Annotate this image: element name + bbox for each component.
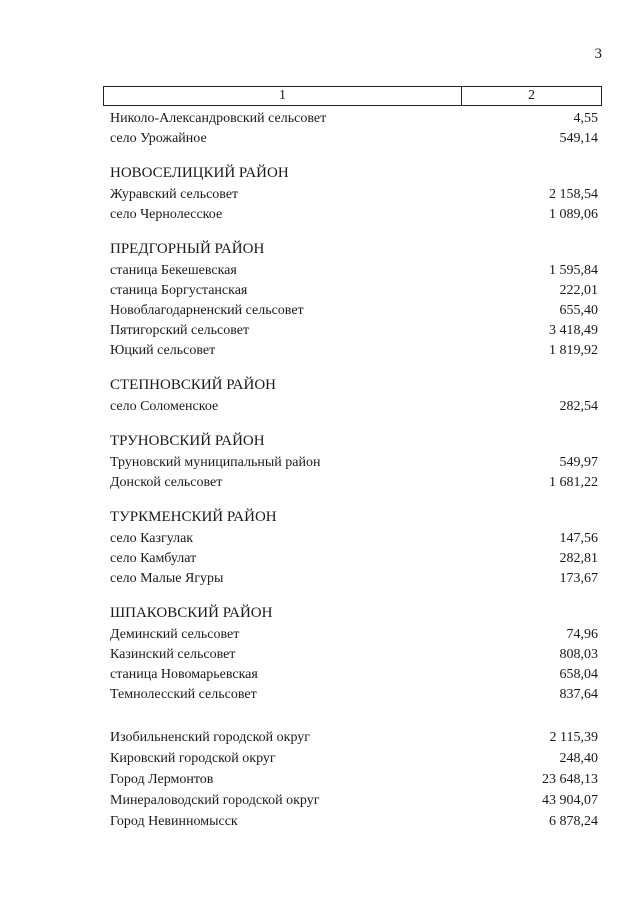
spacer xyxy=(110,705,598,727)
row-value: 2 115,39 xyxy=(549,730,598,745)
row-value: 655,40 xyxy=(559,303,598,318)
row-value: 248,40 xyxy=(559,751,598,766)
row-name: Юцкий сельсовет xyxy=(110,343,216,358)
row-name: село Казгулак xyxy=(110,531,194,546)
table-header xyxy=(103,86,602,106)
row-name: Журавский сельсовет xyxy=(110,187,239,202)
row-name: Донской сельсовет xyxy=(110,475,223,490)
table-body xyxy=(110,109,598,832)
row-value: 3 418,49 xyxy=(549,323,598,338)
row-name: село Малые Ягуры xyxy=(110,571,224,586)
row-value: 2 158,54 xyxy=(549,187,598,202)
table-row xyxy=(110,341,598,361)
row-name: Деминский сельсовет xyxy=(110,627,240,642)
table-row xyxy=(110,397,598,417)
row-name: Темнолесский сельсовет xyxy=(110,687,257,702)
row-value: 147,56 xyxy=(559,531,598,546)
table-row xyxy=(110,109,598,129)
row-name: село Соломенское xyxy=(110,399,219,414)
table-row xyxy=(110,625,598,645)
row-name: Изобильненский городской округ xyxy=(110,730,311,745)
row-name: село Урожайное xyxy=(110,131,207,146)
table-row xyxy=(110,549,598,569)
row-value: 549,97 xyxy=(559,455,598,470)
table-row xyxy=(110,727,598,748)
row-name: Новоблагодарненский сельсовет xyxy=(110,303,304,318)
table-row xyxy=(110,301,598,321)
row-value: 837,64 xyxy=(559,687,598,702)
row-name: село Чернолесское xyxy=(110,207,223,222)
section-title: НОВОСЕЛИЦКИЙ РАЙОН xyxy=(110,165,289,181)
section-title: ПРЕДГОРНЫЙ РАЙОН xyxy=(110,241,265,257)
table-row xyxy=(110,529,598,549)
section-title: ШПАКОВСКИЙ РАЙОН xyxy=(110,605,273,621)
table-row xyxy=(110,321,598,341)
row-value: 23 648,13 xyxy=(542,772,598,787)
row-name: Казинский сельсовет xyxy=(110,647,236,662)
table-row xyxy=(110,645,598,665)
row-value: 74,96 xyxy=(566,627,598,642)
row-value: 549,14 xyxy=(559,131,598,146)
table-row xyxy=(110,811,598,832)
row-value: 808,03 xyxy=(559,647,598,662)
table-row xyxy=(110,185,598,205)
table-row xyxy=(110,261,598,281)
row-value: 1 089,06 xyxy=(549,207,598,222)
page-number: 3 xyxy=(594,46,602,62)
table-row xyxy=(110,453,598,473)
row-value: 658,04 xyxy=(559,667,598,682)
row-name: село Камбулат xyxy=(110,551,197,566)
table-row xyxy=(110,665,598,685)
row-name: Пятигорский сельсовет xyxy=(110,323,250,338)
row-value: 1 681,22 xyxy=(549,475,598,490)
table-row xyxy=(110,205,598,225)
row-value: 1 819,92 xyxy=(549,343,598,358)
row-name: станица Боргустанская xyxy=(110,283,248,298)
table-row xyxy=(110,748,598,769)
row-value: 222,01 xyxy=(559,283,598,298)
row-name: станица Новомарьевская xyxy=(110,667,258,682)
row-name: Кировский городской округ xyxy=(110,751,276,766)
column-header-2: 2 xyxy=(528,88,535,103)
column-header-1: 1 xyxy=(104,87,462,105)
table-row xyxy=(110,790,598,811)
row-value: 6 878,24 xyxy=(549,814,598,829)
row-name: Город Невинномысск xyxy=(110,814,238,829)
row-value: 4,55 xyxy=(573,111,598,126)
row-name: Минераловодский городской округ xyxy=(110,793,320,808)
table-row xyxy=(110,129,598,149)
table-row xyxy=(110,569,598,589)
table-row xyxy=(110,281,598,301)
row-value: 282,54 xyxy=(559,399,598,414)
row-name: станица Бекешевская xyxy=(110,263,237,278)
table-row xyxy=(110,685,598,705)
section-title: ТРУНОВСКИЙ РАЙОН xyxy=(110,433,265,449)
row-value: 173,67 xyxy=(559,571,598,586)
row-value: 43 904,07 xyxy=(542,793,598,808)
table-row xyxy=(110,769,598,790)
row-name: Город Лермонтов xyxy=(110,772,214,787)
row-value: 1 595,84 xyxy=(549,263,598,278)
section-title: СТЕПНОВСКИЙ РАЙОН xyxy=(110,377,277,393)
row-name: Труновский муниципальный район xyxy=(110,455,321,470)
row-name: Николо-Александровский сельсовет xyxy=(110,111,327,126)
table-row xyxy=(110,473,598,493)
row-value: 282,81 xyxy=(559,551,598,566)
section-title: ТУРКМЕНСКИЙ РАЙОН xyxy=(110,509,277,525)
